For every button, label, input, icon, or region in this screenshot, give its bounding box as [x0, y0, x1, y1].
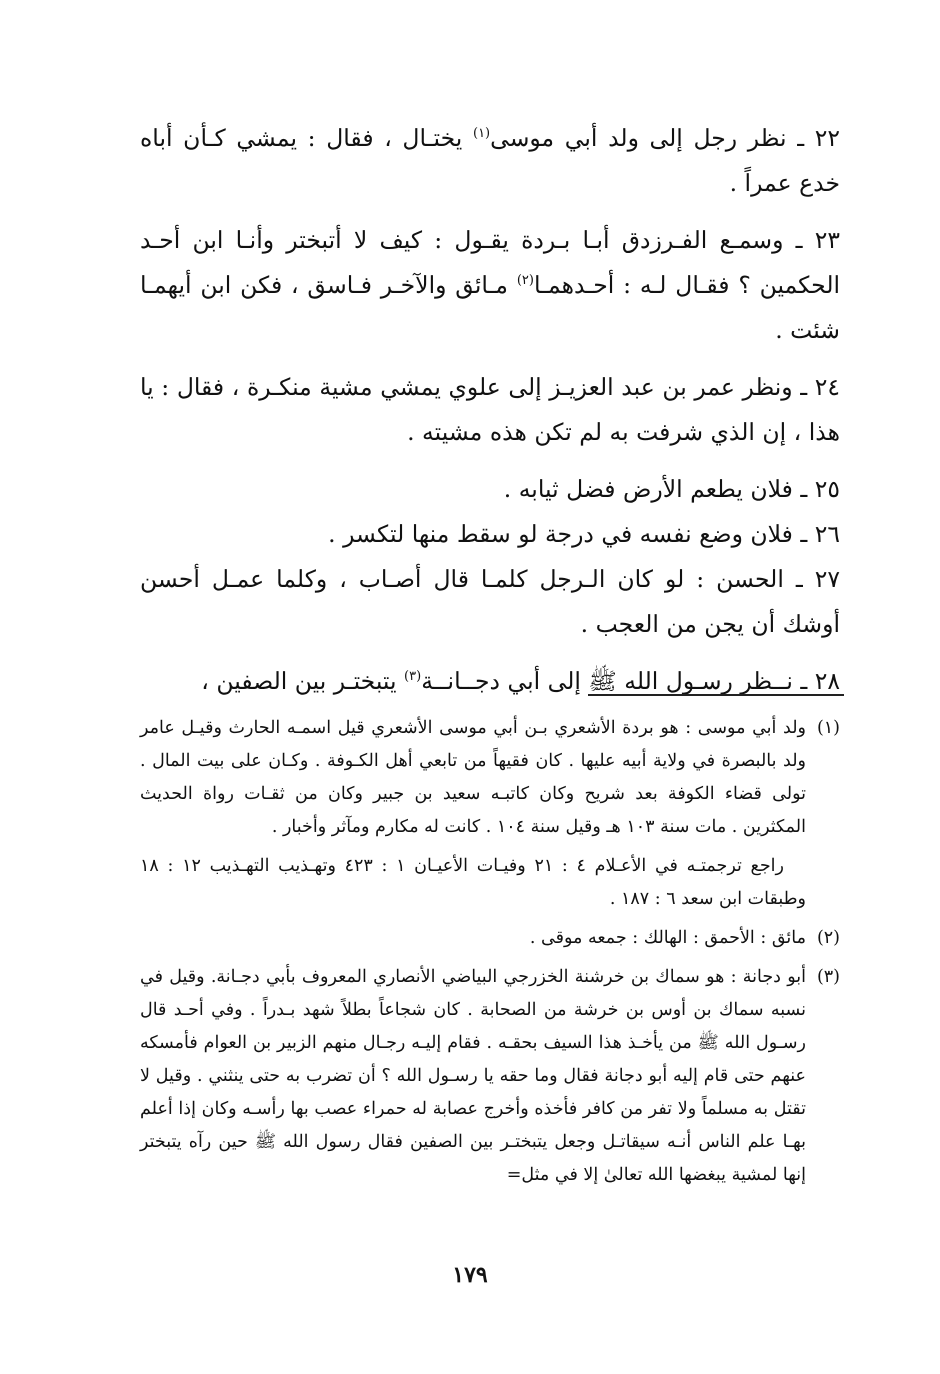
entry-27: ٢٧ ـ الحسن : لو كان الـرجل كلمـا قال أصـاب ، وكلما عمـل أحسن أوشك أن يجن من العجب . — [140, 565, 840, 638]
footnote-2 — [140, 922, 840, 955]
footnote-paragraph: راجع ترجمتـه في الأعـلام ٤ : ٢١ وفيـات الأعيـان ١ : ٤٢٣ وتهـذيب التهـذيب ١٢ : ١٨ وطبقات ابن سعد ٦ : ١٨٧ . — [140, 856, 806, 909]
entry-28: ٢٨ ـ نــظر رسـول الله ﷺ إلى أبي دجــانــة$^{(٣)}$ يتبختـر بين الصفين ، — [201, 667, 840, 695]
footnote-1 — [140, 712, 840, 916]
footnote-separator — [588, 694, 844, 696]
footnote-ref-3: (٣) — [404, 669, 422, 685]
entry-26: ٢٦ ـ فلان وضع نفسه في درجة لو سقط منها لتكسر . — [328, 520, 840, 548]
footnote-3 — [140, 961, 840, 1192]
footnote-number: (١) — [816, 718, 840, 738]
footnote-paragraph: أبو دجانة : هو سماك بن خرشنة الخزرجي البياضي الأنصاري المعروف بأبي دجـانة. وقيل في نسبه سماك بن أوس بن خرشة من الصحابة . كان شجاعاً بطلاً شهد بـدراً . وفي أحـد قال رسـول الله ﷺ من يأخـذ هذا السيف بحقـه . فقام إليـه رجـال منهم الزبير بن العوام فأمسكه عنهم حتى قام إليه أبو دجانة فقال وما حقه يا رسـول الله ؟ أن تضرب به حتى ينثني . وقيل لا تقتل به مسلماً ولا تفر من كافر فأخذه وأخرج عصابة له حمراء عصب بها رأسـه وكان إذا أعلم بهـا علم الناس أنـه سيقاتـل وجعل يتبختـر بين الصفين فقال رسول الله ﷺ حين رآه يتبختر إنها لمشية يبغضها الله تعالىٰ إلا في مثل= — [140, 967, 806, 1185]
page-number: ١٧٩ — [452, 1262, 488, 1288]
footnote-paragraph: مائق : الأحمق : الهالك : جمعه موقى . — [529, 928, 806, 948]
entry-24: ٢٤ ـ ونظر عمر بن عبد العزيـز إلى علوي يمشي مشية منكـرة ، فقال : يا هذا ، إن الذي شرفت به لم تكن هذه مشيته . — [140, 373, 840, 446]
footnote-paragraph: ولد أبي موسى : هو بردة الأشعري بـن أبي موسى الأشعري قيل اسمـه الحارث وقيـل عامر ولد بالبصرة في ولاية أبيه عليها . كان فقيهاً من تابعي أهل الكـوفة . وكـان على بيت المال . تولى قضاء الكوفة بعد شريح وكان كاتبـه سعيد بن جبير وكان من ثقـات رواة الحديث المكثرين . مات سنة ١٠٣ هـ وقيل سنة ١٠٤ . كانت له مكارم ومآثر وأخبار . — [140, 718, 806, 837]
entry-25: ٢٥ ـ فلان يطعم الأرض فضل ثيابه . — [503, 475, 840, 503]
footnote-number: (٢) — [816, 928, 840, 948]
footnote-number: (٣) — [816, 967, 840, 987]
footnotes — [140, 712, 840, 1198]
entry-23: ٢٣ ـ وسمـع الفـرزدق أبـا بـردة يقـول : كيف لا أتبختر وأنـا ابن أحـد الحكمين ؟ فقـال لـه : أحـدهمـا$^{(٢)}$ مـائق والآخـر فـاسق ، فكن ابن أيهمـا شئت . — [140, 226, 841, 344]
footnote-ref-2: (٢) — [516, 273, 534, 289]
footnote-ref-1: (١) — [472, 126, 491, 142]
main-text — [140, 116, 840, 716]
entry-22: ٢٢ ـ نظر رجل إلى ولد أبي موسى$^{(١)}$ يختـال ، فقال : يمشي كـأن أباه خدع عمراً . — [140, 124, 840, 197]
